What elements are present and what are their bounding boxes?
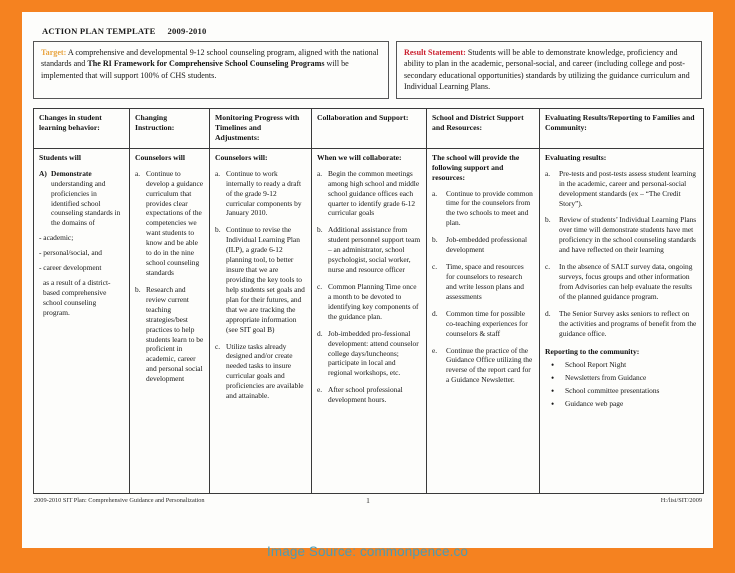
col6-reporting-head: Reporting to the community: (545, 346, 640, 356)
cell-collaboration-and-support (312, 148, 427, 493)
document-footer (33, 497, 703, 509)
list-item: • School committee presentations (545, 386, 698, 396)
col2-item-b-marker: b. (135, 284, 141, 294)
col2-subhead: Counselors will (135, 152, 185, 162)
col6-item-a-marker: a. (545, 168, 551, 178)
col2-item-a-marker: a. (135, 168, 141, 178)
column-header-evaluating: Evaluating Results/Reporting to Families and Community: (540, 108, 704, 148)
list-item (545, 169, 698, 209)
col3-item-a-marker: a. (215, 168, 221, 178)
col4-subhead: When we will collaborate: (317, 152, 402, 162)
list-item (135, 285, 204, 384)
top-statement-boxes (33, 41, 703, 99)
result-statement-text: Students will be able to demonstrate knowledge, proficiency and ability to plan in the academic, personal-social, and career (including college and post-secondary educational opportunities) standards by utilizing the guidance curriculum and Individual Learning Plans. (404, 48, 690, 92)
col3-item-c-marker: c. (215, 341, 221, 351)
list-item (317, 225, 421, 275)
column-header-support: School and District Support and Resources: (427, 108, 540, 148)
col4-item-b-text: Additional assistance from student personnel support team – an administrator, school psychologist, social worker, nurse and resource officer (328, 225, 421, 275)
list-item: • Guidance web page (545, 399, 698, 409)
col5-item-e-text: Continue the practice of the Guidance Office utilizing the reverse of the report card for a Guidance Newsletter. (446, 345, 533, 385)
col4-item-d-text: Job-imbedded pro-fessional development: attend counselor college days/luncheons; participate in local and regional workshops, etc. (328, 328, 419, 378)
col4-item-e-text: After school professional development hours. (328, 385, 403, 405)
col6-item-d-text: The Senior Survey asks seniors to reflect on the activities and programs of benefit from the guidance office. (559, 308, 697, 338)
col4-item-c-text: Common Planning Time once a month to be devoted to identifying key components of the guidance plan. (328, 282, 419, 321)
list-item (432, 346, 534, 386)
col3-item-list (215, 169, 306, 401)
footer-left-text: 2009-2010 SIT Plan: Comprehensive Guidance and Personalization (34, 496, 205, 504)
col3-item-b-text: Continue to revise the Individual Learning Plan (ILP), a grade 6-12 planning tool, to better insure that we are providing the key tools to help students set goals and plan for their futures, and that we are tracking the appropriate information (see SIT goal B) (226, 225, 305, 334)
col1-dash-career: - career development (39, 263, 102, 273)
col6-item-d-marker: d. (545, 308, 551, 318)
col5-subhead: The school will provide the following support and resources: (432, 152, 520, 182)
list-item (545, 262, 698, 302)
page-title-text: ACTION PLAN TEMPLATE (42, 26, 156, 36)
list-item (135, 169, 204, 278)
cell-evaluating-results (540, 148, 704, 493)
table-body-row (34, 148, 704, 493)
col3-item-c-text: Utilize tasks already designed and/or create needed tasks to insure curricular goals and proficiencies are available and attainable. (226, 341, 304, 401)
col5-item-c-marker: c. (432, 262, 438, 272)
document-page (22, 12, 713, 548)
col1-dash-academic: - academic; (39, 233, 74, 243)
list-item (432, 189, 534, 229)
col4-item-a-marker: a. (317, 168, 323, 178)
list-item (317, 329, 421, 379)
column-header-collaboration: Collaboration and Support: (312, 108, 427, 148)
target-box (33, 41, 389, 99)
page-title-year: 2009-2010 (167, 26, 207, 36)
list-item (215, 169, 306, 219)
col6-item-b-marker: b. (545, 215, 551, 225)
column-header-monitoring: Monitoring Progress with Timelines and Adjustments: (210, 108, 312, 148)
list-item (432, 309, 534, 339)
col2-item-a-text: Continue to develop a guidance curriculum that provides clear expectations of the competencies we want students to know and be able to do in the nine school counseling standards (146, 168, 204, 278)
col6-item-a-text: Pre-tests and post-tests assess student learning in the academic, career and personal-social development standards (ex – “The Credit Story”). (559, 168, 696, 208)
list-item (432, 235, 534, 255)
col4-item-d-marker: d. (317, 328, 323, 338)
col5-item-b-marker: b. (432, 235, 438, 245)
column-header-changes: Changes in student learning behavior: (34, 108, 130, 148)
col1-item-a (39, 169, 124, 229)
image-source-watermark: Image Source: commonpence.co (267, 544, 468, 559)
list-item (545, 309, 698, 339)
col5-item-list (432, 189, 534, 386)
col3-item-a-text: Continue to work internally to ready a draft of the grade 9-12 curricular components by January 2010. (226, 168, 302, 218)
col6-item-c-text: In the absence of SALT survey data, ongoing surveys, focus groups and other information from Advisories can help evaluate the results of the planned guidance program. (559, 262, 693, 301)
col5-item-c-text: Time, space and resources for counselors to research and write lesson plans and assessments (446, 262, 524, 301)
col6-item-list (545, 169, 698, 339)
col5-item-b-text: Job-embedded professional development (446, 235, 528, 255)
cell-school-district-support (427, 148, 540, 493)
col1-closing: as a result of a district-based comprehensive school counseling program. (43, 278, 111, 317)
col6-item-c-marker: c. (545, 262, 551, 272)
col3-subhead: Counselors will: (215, 152, 268, 162)
col6-item-b-text: Review of students’ Individual Learning Plans over time will demonstrate students have met proficiency in the school counseling standards and have reflected on their learning (559, 215, 697, 255)
table-header-row (34, 108, 704, 148)
list-item (432, 262, 534, 302)
col4-item-c-marker: c. (317, 282, 323, 292)
footer-page-number: 1 (366, 495, 370, 505)
col5-item-d-marker: d. (432, 308, 438, 318)
target-label: Target: (41, 48, 67, 57)
col1-item-a-rest: understanding and proficiencies in identified school counseling standards in the domains of (51, 178, 121, 228)
col3-item-b-marker: b. (215, 225, 221, 235)
col4-item-a-text: Begin the common meetings among high school and middle school guidance offices each quarter to identify grade 6-12 curricular goals (328, 168, 420, 218)
list-item (215, 342, 306, 402)
col5-item-a-text: Continue to provide common time for the counselors from the two schools to meet and plan. (446, 188, 533, 228)
col4-item-list (317, 169, 421, 405)
col5-item-d-text: Common time for possible co-teaching experiences for counselors & staff (446, 308, 528, 338)
col2-item-b-text: Research and review current teaching strategies/best practices to help students learn to be proficient in academic, career and personal social development (146, 284, 204, 384)
action-plan-table (33, 108, 704, 494)
page-title (42, 26, 703, 36)
list-item (545, 215, 698, 255)
list-item (317, 385, 421, 405)
target-text-2: will be implemented that will support 100% of CHS students. (41, 59, 349, 80)
footer-right-path: H:/lisi/SIT/2009 (660, 496, 702, 504)
col2-item-list (135, 169, 204, 384)
column-header-instruction: Changing Instruction: (130, 108, 210, 148)
col5-item-a-marker: a. (432, 188, 438, 198)
list-item: • Newsletters from Guidance (545, 373, 698, 383)
document-content (33, 26, 703, 542)
result-statement-box (396, 41, 702, 99)
col1-subhead: Students will (39, 152, 81, 162)
cell-changing-instruction (130, 148, 210, 493)
cell-monitoring-progress (210, 148, 312, 493)
list-item (215, 225, 306, 334)
col5-item-e-marker: e. (432, 345, 438, 355)
col4-item-b-marker: b. (317, 225, 323, 235)
col4-item-e-marker: e. (317, 385, 323, 395)
result-statement-label: Result Statement: (404, 48, 466, 57)
target-framework-bold: The RI Framework for Comprehensive School Counseling Programs (87, 59, 325, 69)
col1-dash-personal-social: - personal/social, and (39, 248, 103, 258)
col6-subhead: Evaluating results: (545, 152, 607, 162)
cell-changes-in-student-learning (34, 148, 130, 493)
col1-item-a-bold: Demonstrate (51, 168, 92, 178)
col6-reporting-bullets (545, 360, 698, 409)
list-item (317, 169, 421, 219)
col1-item-a-marker: A) (39, 168, 47, 178)
list-item: • School Report Night (545, 360, 698, 370)
list-item (317, 282, 421, 322)
target-text-1: A comprehensive and developmental 9-12 school counseling program, aligned with the national standards and (41, 48, 379, 69)
